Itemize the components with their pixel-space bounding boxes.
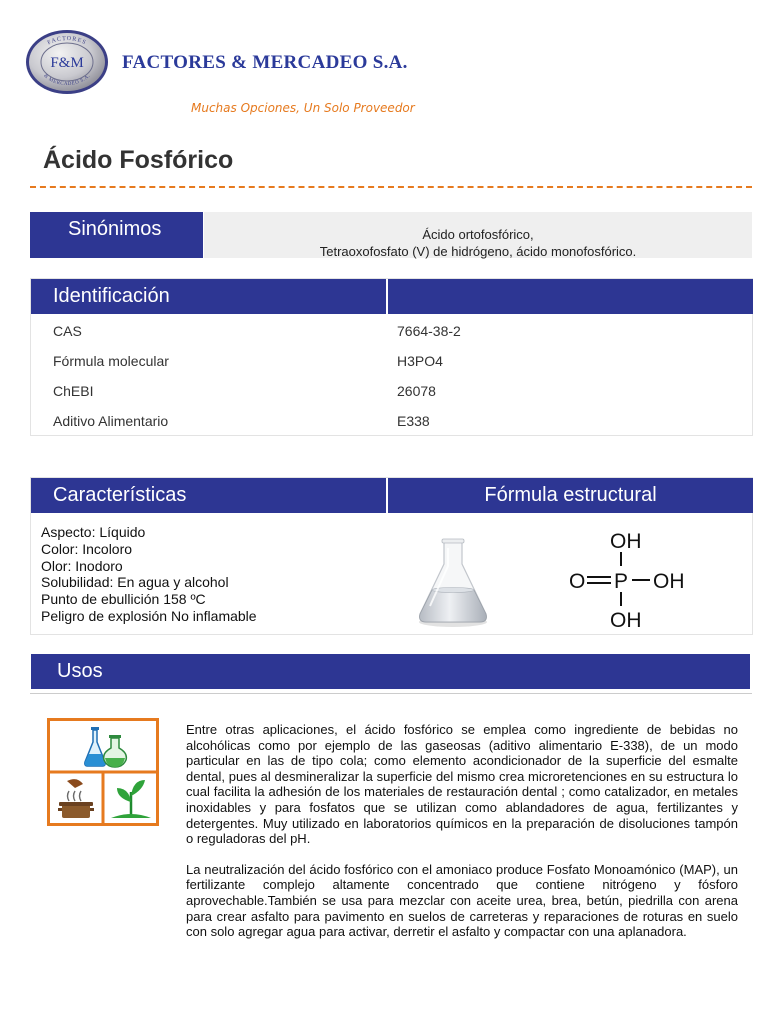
identification-heading: Identificación (31, 279, 386, 314)
identification-heading-blank (388, 279, 753, 314)
synonym-line-1: Ácido ortofosfórico, (422, 227, 534, 242)
row-value: 7664-38-2 (397, 323, 461, 339)
identification-table (30, 278, 753, 436)
slogan: Muchas Opciones, Un Solo Proveedor (191, 101, 415, 115)
uses-paragraph-2: La neutralización del ácido fosfórico con el amoniaco produce Fosfato Monoamónico (MAP), un fertilizante complejo altamente concentrado que contiene nitrógeno y fósforo aprovechable.También se usa para mezclar con aceite urea, brea, betún, piedrilla con arena para crear asfalto para pavimento en suelos de carreteras y reparaciones de roturas en suelo con solo agregar agua para activar, derretir el asfalto y compactar con una aplanadora. (186, 861, 738, 940)
synonyms-heading: Sinónimos (30, 212, 203, 258)
formula-heading: Fórmula estructural (388, 478, 753, 513)
company-logo (24, 28, 110, 96)
characteristics-list (41, 524, 257, 625)
synonyms-content (204, 212, 752, 258)
formula-oh-top: OH (610, 530, 642, 553)
row-label: ChEBI (53, 383, 94, 399)
formula-oh-bottom: OH (610, 609, 642, 632)
seal-ring-bottom: & MERCADEO S.A. (42, 73, 92, 88)
uses-icon-panel (47, 718, 159, 826)
list-item: Solubilidad: En agua y alcohol (41, 574, 229, 591)
orange-divider (30, 186, 752, 188)
list-item: Punto de ebullición 158 ºC (41, 591, 206, 608)
flask-image (386, 528, 516, 634)
seal-ring-top: FACTORES (46, 35, 88, 47)
characteristics-heading: Características (31, 478, 386, 513)
formula-p-center: P (614, 570, 629, 593)
list-item: Olor: Inodoro (41, 557, 123, 574)
row-label: Aditivo Alimentario (53, 413, 169, 429)
uses-divider (30, 693, 752, 694)
formula-oh-right: OH (653, 570, 685, 593)
list-item: Aspecto: Líquido (41, 524, 146, 540)
seal-monogram: F&M (50, 55, 84, 71)
characteristics-section (30, 477, 753, 635)
list-item: Color: Incoloro (41, 540, 133, 557)
structural-formula (561, 526, 701, 634)
uses-paragraph-1: Entre otras aplicaciones, el ácido fosfórico se emplea como ingrediente de bebidas no alcohólicas como por ejemplo de las gaseosas (aditivo alimentario E-338), de un modo particular en las de tipo cola; como elemento acondicionador de la superficie del esmalte dental, pues al desmineralizar la superficie del mismo crea microretenciones en su estructura lo cual facilita la adhesión de los materiales de restauración dental ; como catalizador, en metales inoxidables y para fosfatos que se utilizan como ablandadores de agua, fertilizantes y detergentes. Muy utilizado en laboratorios químicos en la preparación de disoluciones tampón o reguladoras del pH. (186, 722, 738, 847)
row-value: H3PO4 (397, 353, 443, 369)
uses-heading: Usos (31, 654, 750, 689)
list-item: Peligro de explosión No inflamable (41, 607, 257, 624)
company-name: FACTORES & MERCADEO S.A. (122, 52, 408, 73)
row-label: CAS (53, 323, 82, 339)
uses-description (186, 722, 738, 940)
row-value: E338 (397, 413, 430, 429)
page-title: Ácido Fosfórico (43, 146, 234, 174)
synonym-line-2: Tetraoxofosfato (V) de hidrógeno, ácido monofosfórico. (319, 244, 637, 259)
formula-o-left: O (569, 570, 586, 593)
row-value: 26078 (397, 383, 436, 399)
row-label: Fórmula molecular (53, 353, 169, 369)
